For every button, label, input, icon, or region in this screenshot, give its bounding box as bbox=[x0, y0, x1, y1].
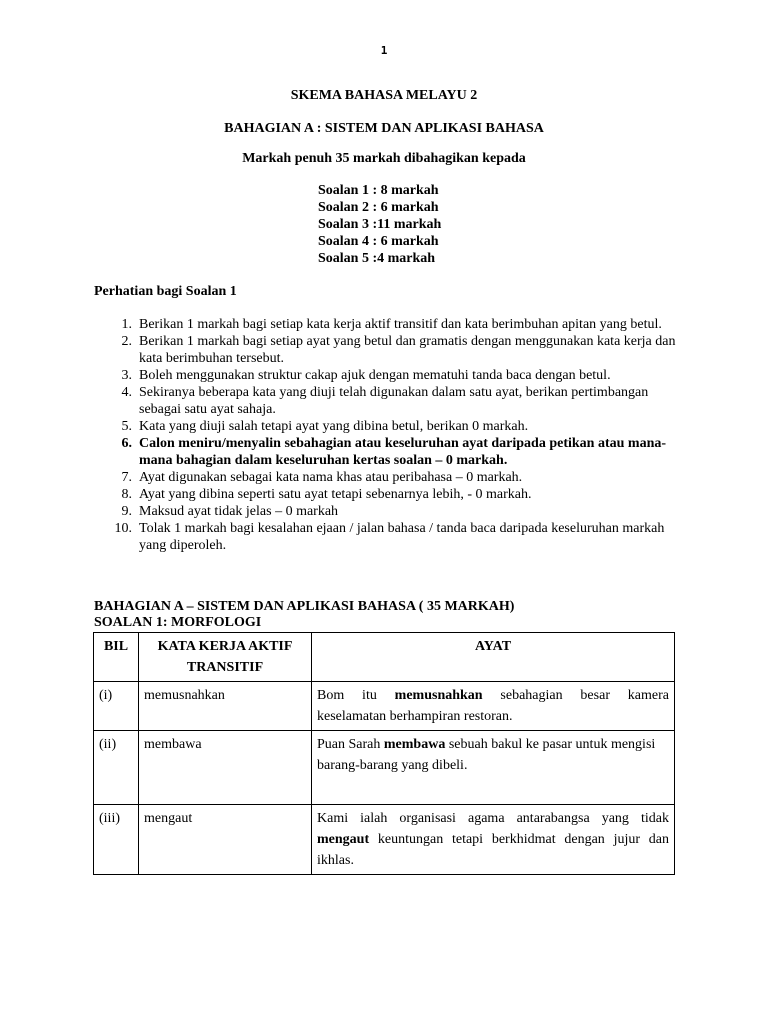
mark-breakdown-item: Soalan 1 : 8 markah bbox=[318, 183, 439, 198]
ayat-keyword: mengaut bbox=[317, 832, 370, 847]
answer-table bbox=[93, 632, 675, 875]
rule-item bbox=[94, 520, 678, 554]
rule-text: Ayat yang dibina seperti satu ayat tetapi sebenarnya lebih, - 0 markah. bbox=[139, 487, 532, 502]
rule-number: 7. bbox=[121, 470, 132, 485]
rule-number: 4. bbox=[121, 385, 132, 400]
rule-item bbox=[94, 384, 678, 418]
ayat-text: sebahagian besar kamera keselamatan berhampiran restoran. bbox=[317, 688, 669, 724]
marks-intro: Markah penuh 35 markah dibahagikan kepada bbox=[242, 151, 526, 166]
header-kata-kerja: KATA KERJA AKTIF TRANSITIF bbox=[139, 633, 312, 682]
rule-item bbox=[94, 333, 678, 367]
table-row bbox=[94, 682, 675, 731]
rule-item bbox=[94, 316, 678, 333]
cell-ayat bbox=[312, 731, 675, 805]
rule-number: 6. bbox=[121, 436, 132, 451]
ayat-text: Kami ialah organisasi agama antarabangsa yang tidak bbox=[317, 811, 669, 826]
document-subtitle: BAHAGIAN A : SISTEM DAN APLIKASI BAHASA bbox=[224, 121, 544, 136]
rule-text: Kata yang diuji salah tetapi ayat yang dibina betul, berikan 0 markah. bbox=[139, 419, 529, 434]
rule-text: Ayat digunakan sebagai kata nama khas atau peribahasa – 0 markah. bbox=[139, 470, 523, 485]
rule-item bbox=[94, 486, 678, 503]
rule-number: 8. bbox=[121, 487, 132, 502]
rule-number: 10. bbox=[114, 521, 132, 536]
rule-item bbox=[94, 418, 678, 435]
rule-text: Boleh menggunakan struktur cakap ajuk dengan mematuhi tanda baca dengan betul. bbox=[139, 368, 611, 383]
ayat-keyword: memusnahkan bbox=[394, 688, 483, 703]
mark-breakdown-item: Soalan 2 : 6 markah bbox=[318, 200, 439, 215]
cell-kata: mengaut bbox=[139, 805, 312, 875]
rule-item bbox=[94, 367, 678, 384]
header-bil: BIL bbox=[94, 633, 139, 682]
rule-item bbox=[94, 469, 678, 486]
table-header-row bbox=[94, 633, 675, 682]
cell-kata: memusnahkan bbox=[139, 682, 312, 731]
marking-rules-list bbox=[94, 316, 678, 554]
notice-heading: Perhatian bagi Soalan 1 bbox=[94, 284, 237, 299]
question-heading: SOALAN 1: MORFOLOGI bbox=[94, 615, 262, 630]
rule-number: 5. bbox=[121, 419, 132, 434]
rule-number: 2. bbox=[121, 334, 132, 349]
ayat-keyword: membawa bbox=[383, 737, 446, 752]
table-row bbox=[94, 805, 675, 875]
ayat-text: Bom itu bbox=[317, 688, 395, 703]
cell-bil: (i) bbox=[94, 682, 139, 731]
cell-kata: membawa bbox=[139, 731, 312, 805]
rule-number: 9. bbox=[121, 504, 132, 519]
rule-item-emphasized bbox=[94, 435, 678, 469]
rule-text: Berikan 1 markah bagi setiap kata kerja aktif transitif dan kata berimbuhan apitan yang betul. bbox=[139, 317, 662, 332]
section-heading: BAHAGIAN A – SISTEM DAN APLIKASI BAHASA ( 35 MARKAH) bbox=[94, 599, 515, 614]
rule-text: Calon meniru/menyalin sebahagian atau keseluruhan ayat daripada petikan atau mana-mana bahagian dalam keseluruhan kertas soalan – 0 markah. bbox=[139, 436, 667, 468]
ayat-text: Puan Sarah bbox=[317, 737, 384, 752]
cell-ayat bbox=[312, 682, 675, 731]
rule-text: Berikan 1 markah bagi setiap ayat yang betul dan gramatis dengan menggunakan kata kerja dan kata berimbuhan tersebut. bbox=[139, 334, 676, 366]
cell-ayat bbox=[312, 805, 675, 875]
header-ayat: AYAT bbox=[312, 633, 675, 682]
rule-item bbox=[94, 503, 678, 520]
mark-breakdown-item: Soalan 3 :11 markah bbox=[318, 217, 442, 232]
ayat-text: keuntungan tetapi berkhidmat dengan jujur dan ikhlas. bbox=[317, 832, 669, 868]
mark-breakdown-list bbox=[318, 182, 441, 267]
page-number: 1 bbox=[380, 44, 388, 57]
document-title: SKEMA BAHASA MELAYU 2 bbox=[290, 88, 478, 103]
cell-bil: (ii) bbox=[94, 731, 139, 805]
rule-number: 3. bbox=[121, 368, 132, 383]
mark-breakdown-item: Soalan 4 : 6 markah bbox=[318, 234, 439, 249]
cell-bil: (iii) bbox=[94, 805, 139, 875]
rule-text: Sekiranya beberapa kata yang diuji telah digunakan dalam satu ayat, berikan pertimbangan sebagai satu ayat sahaja. bbox=[139, 385, 649, 417]
rule-number: 1. bbox=[121, 317, 132, 332]
rule-text: Maksud ayat tidak jelas – 0 markah bbox=[139, 504, 339, 519]
table-row bbox=[94, 731, 675, 805]
mark-breakdown-item: Soalan 5 :4 markah bbox=[318, 251, 436, 266]
rule-text: Tolak 1 markah bagi kesalahan ejaan / jalan bahasa / tanda baca daripada keseluruhan markah yang diperoleh. bbox=[139, 521, 665, 553]
ayat-text: sebuah bakul ke pasar untuk mengisi barang-barang yang dibeli. bbox=[317, 737, 656, 773]
